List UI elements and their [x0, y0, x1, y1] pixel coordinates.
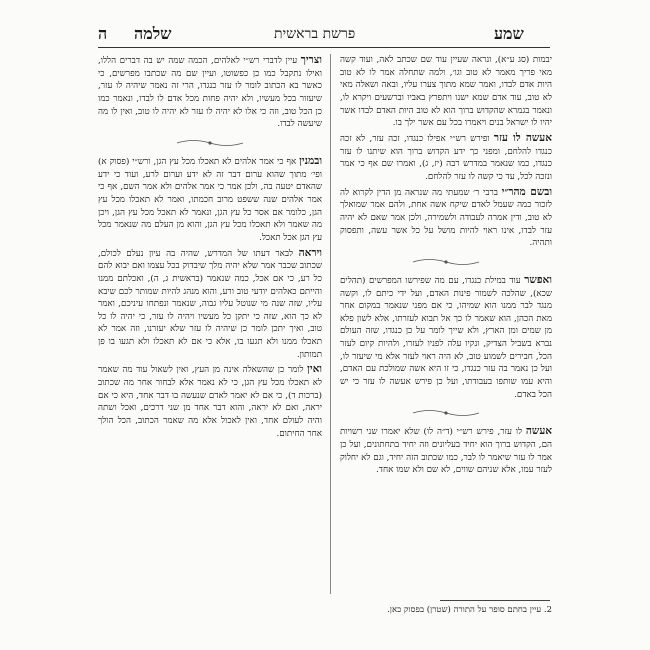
- flourish-icon: [411, 408, 481, 418]
- header-right-title: שמע: [494, 24, 524, 43]
- column-divider: [330, 54, 331, 594]
- paragraph: [340, 54, 552, 130]
- paragraph: [98, 54, 322, 131]
- paragraph-lead: ואפשר: [524, 273, 552, 286]
- header-center-title: פרשת בראשית: [274, 26, 356, 42]
- paragraph: [340, 274, 552, 402]
- header-left-title: שלמה: [134, 24, 172, 43]
- paragraph-body: לו עזר, פירש רש״י (ד״ה לו) שלא יאמרו שני רשויות הם, הקדוש ברוך הוא יחיד בעליונים וזה יחיד בתחתונים, ועל כן אמר לו עזר שיאמר לו לבר, כמו שכתוב הזה יחיד, וגם לא יחלוק לעזר עמו, אלא שניהם שווים, לא שם ולא שמו אחד.: [340, 427, 552, 476]
- right-text-column: [340, 54, 552, 596]
- ornament-divider: [340, 252, 552, 274]
- paragraph: [340, 132, 552, 184]
- running-header: [98, 24, 550, 46]
- paragraph-body: עיין לדברי רש״י לאלהים, הכמה שמה יש בה דברים הללו, ואילו נתקבל כמו כן כפשוטו, ועיין שם מה שכתבו מפרשים, כי כאשר בא הכתוב לומר לו עזר כנגדו, הרי זה נאמר שיהיה לו עזר, שיעזור בכל מעשיו, ולא יהיה פחות מכל אדם לו לבדו, ונאמר כמו כן הכל טוב, וזה כי אלו לא יהיה לו עזר לא יהיה לו טוב, ואין לו מה שיעשה לבדו.: [98, 56, 322, 130]
- flourish-icon: [411, 257, 481, 267]
- paragraph-body: ופירש רש״י אפילו כנגדו, זכה עזר, לא זכה כנגדו להלחם, ומפני כך ידע הקדוש ברוך הוא שיתנו לו עזר כנגדו, כמו שנאמר במדרש רבה (יז, ג), ואמרו שם אף כי אמר ונזכה לכל, עד כי קשה לו עזר להלחם.: [340, 133, 552, 182]
- paragraph-lead: ואין: [307, 363, 322, 376]
- paragraph-body: אף כי אמר אלהים לא תאכלו מכל עץ הגן, ורש״י (פסוק א) ופי׳ מתוך שהוא ערום דבר זה לא ידע וערום לרע, ועוד כי ידע שהאדם יטעה בה, ולכן אמר כי אמר אלהים ולא אמר השם, אף כי אמר אלהים שנה ששפט מרוב חכמתו, ואמר לא תאכלו מכל עץ הגן, כלומר אם אסר כל עץ הגן, ונאמר לא תאכל מכל עץ הגן, ויכן מה שאמר ולא תאכלו מכל עץ הגן, והוא מן העלם מה שנאמר מכל עץ הגן אכל תאכל.: [98, 156, 322, 243]
- paragraph-body: לומר כן שהשאלה אינה מן העץ, ואין לשאול עוד מה שאמר לא תאכלו מכל עץ הגן, כי לא נאמר אלא לבחור אחר מה שכתוב (ברכות ד), כי אם לא יאמר לאדם שנעשה בו דבר אחד, היא כי אם יראה, ואם לא יראה, והוא דבר אחד מן שני דרכים, ואכל ושתה והיה לעולם אחד, ואין לאכול אלא מה שאמר הכתוב, הכל הולך אחר החיתום.: [98, 365, 322, 439]
- paragraph-lead: ובשם מהר״י: [501, 185, 552, 198]
- paragraph: [340, 425, 552, 477]
- paragraph-lead: ובמנין: [299, 154, 322, 167]
- paragraph-body: ברבי ר׳ שמעתי מה שנראה מן הדין לקרוא לה לזכור כמה שעמל לאדם שיקח אשה אחת, ולהם אמר שמואלך לא טוב, ודין אמרה לעבודה ולשמירה, ולכן אמר שאם לא יהיה עזר לבדו, אינו ראוי להיות מושל על כל אשר עשה, ותפסוק ותהיה.: [340, 187, 552, 249]
- page-number: ה: [98, 24, 108, 43]
- paragraph-body: יבמות (סג ע״א), ונראה שעיין עוד שם שכתב לאה, ועוד קשה מאי פריך מאמר לא טוב וגו׳, ולמה שתחלה אמר לו לא טוב היות אדם לבדו, ואמר שמא מתוך צערו עליו, ובאה ושאלה מאי לא טוב, עוד אדם שמא ישנו ויתפרץ באביו וברשעים ויקרא לו, ונאמר בגמרא שהקדוש ברוך הוא לא טוב היות האדם לבדו אשר יהיו לו ישראל בנים ויאמרו בכל עם אשר ילך בו.: [340, 55, 552, 129]
- header-rule: [98, 47, 550, 48]
- footnote: 2. עיין בחתם סופר על התורה (שטרן) בפסוק כאן.: [387, 605, 552, 615]
- paragraph: [98, 155, 322, 245]
- paragraph: [98, 363, 322, 440]
- ornament-divider: [340, 403, 552, 425]
- footnote-rule: [440, 600, 550, 601]
- flourish-icon: [175, 138, 245, 148]
- paragraph-lead: ויראה: [298, 246, 322, 259]
- ornament-divider: [98, 133, 322, 155]
- paragraph-body: לבאר דעתו של המדרש, שהיה בה עיון נעלם לכולם, שכתוב שכבר אמר שלא יהיה מלך שיבדוק בכל עצמו ואם יבוא להם כל רע, כי אם אכל, כמה שנאמר (בראשית ג, ה), ואכלתם ממנו והייתם כאלהים יודעי טוב ורע, והוא מנהג להיות שמותר לכם שיבא עליו, שזה שנה מי שנוטל עליו גבוה, שנאמר ונפתחו עיניכם, ואמר לא כך הוא, שזה כי יתקן כל מעשיו ויהיה לו עזר, כי יהיה לו כל טוב, ואיך יתכן לומר כן שיהיה לו עזר שלא יעזרנו, וזה אמר לא תאכלו ממנו ולא תגעו בו, אלא כי אם לא תאכלו ולא תגעו בו פן תמותון.: [98, 248, 322, 360]
- left-text-column: [98, 54, 322, 614]
- paragraph-lead: אעשה לו עזר: [493, 131, 552, 144]
- paragraph: [340, 186, 552, 250]
- paragraph-body: עוד במילת כנגדו, עם מה שפירשו המפרשים (תהלים שכא), שהלכה לשמור פינות האדם, ועל ידי כיתם לו, וקשה מנגד לבר ממנו הוא שמיהו, כי אם מפני שנאמר במקום אחר מאת הכהן, הוא שאמר לו כך אל תבוא לעזרתו, אלא לשון פלא מן שמים ומן הארץ, ולא שייך לומר על כן כנגדו, שזה העולם נברא בשביל הצדיק, ונקיו עלה לפניו לעזרו, ולהיות קיום לעזר הכל, חבירים לשמוע טוב, לא היה ראוי לעזר אלא מי שיעזר לו, ועל כן נאמר בה עזר כנגדו, כי זו היא אשה שמולכת עם האדם, והיא עמו שותפו בעבודתו, ועל כן פירש אעשה לו עזר כי יש הכל באדם.: [340, 275, 552, 400]
- paragraph: [98, 247, 322, 362]
- paragraph-lead: וצריך: [300, 54, 322, 66]
- paragraph-lead: אעשה: [525, 425, 552, 438]
